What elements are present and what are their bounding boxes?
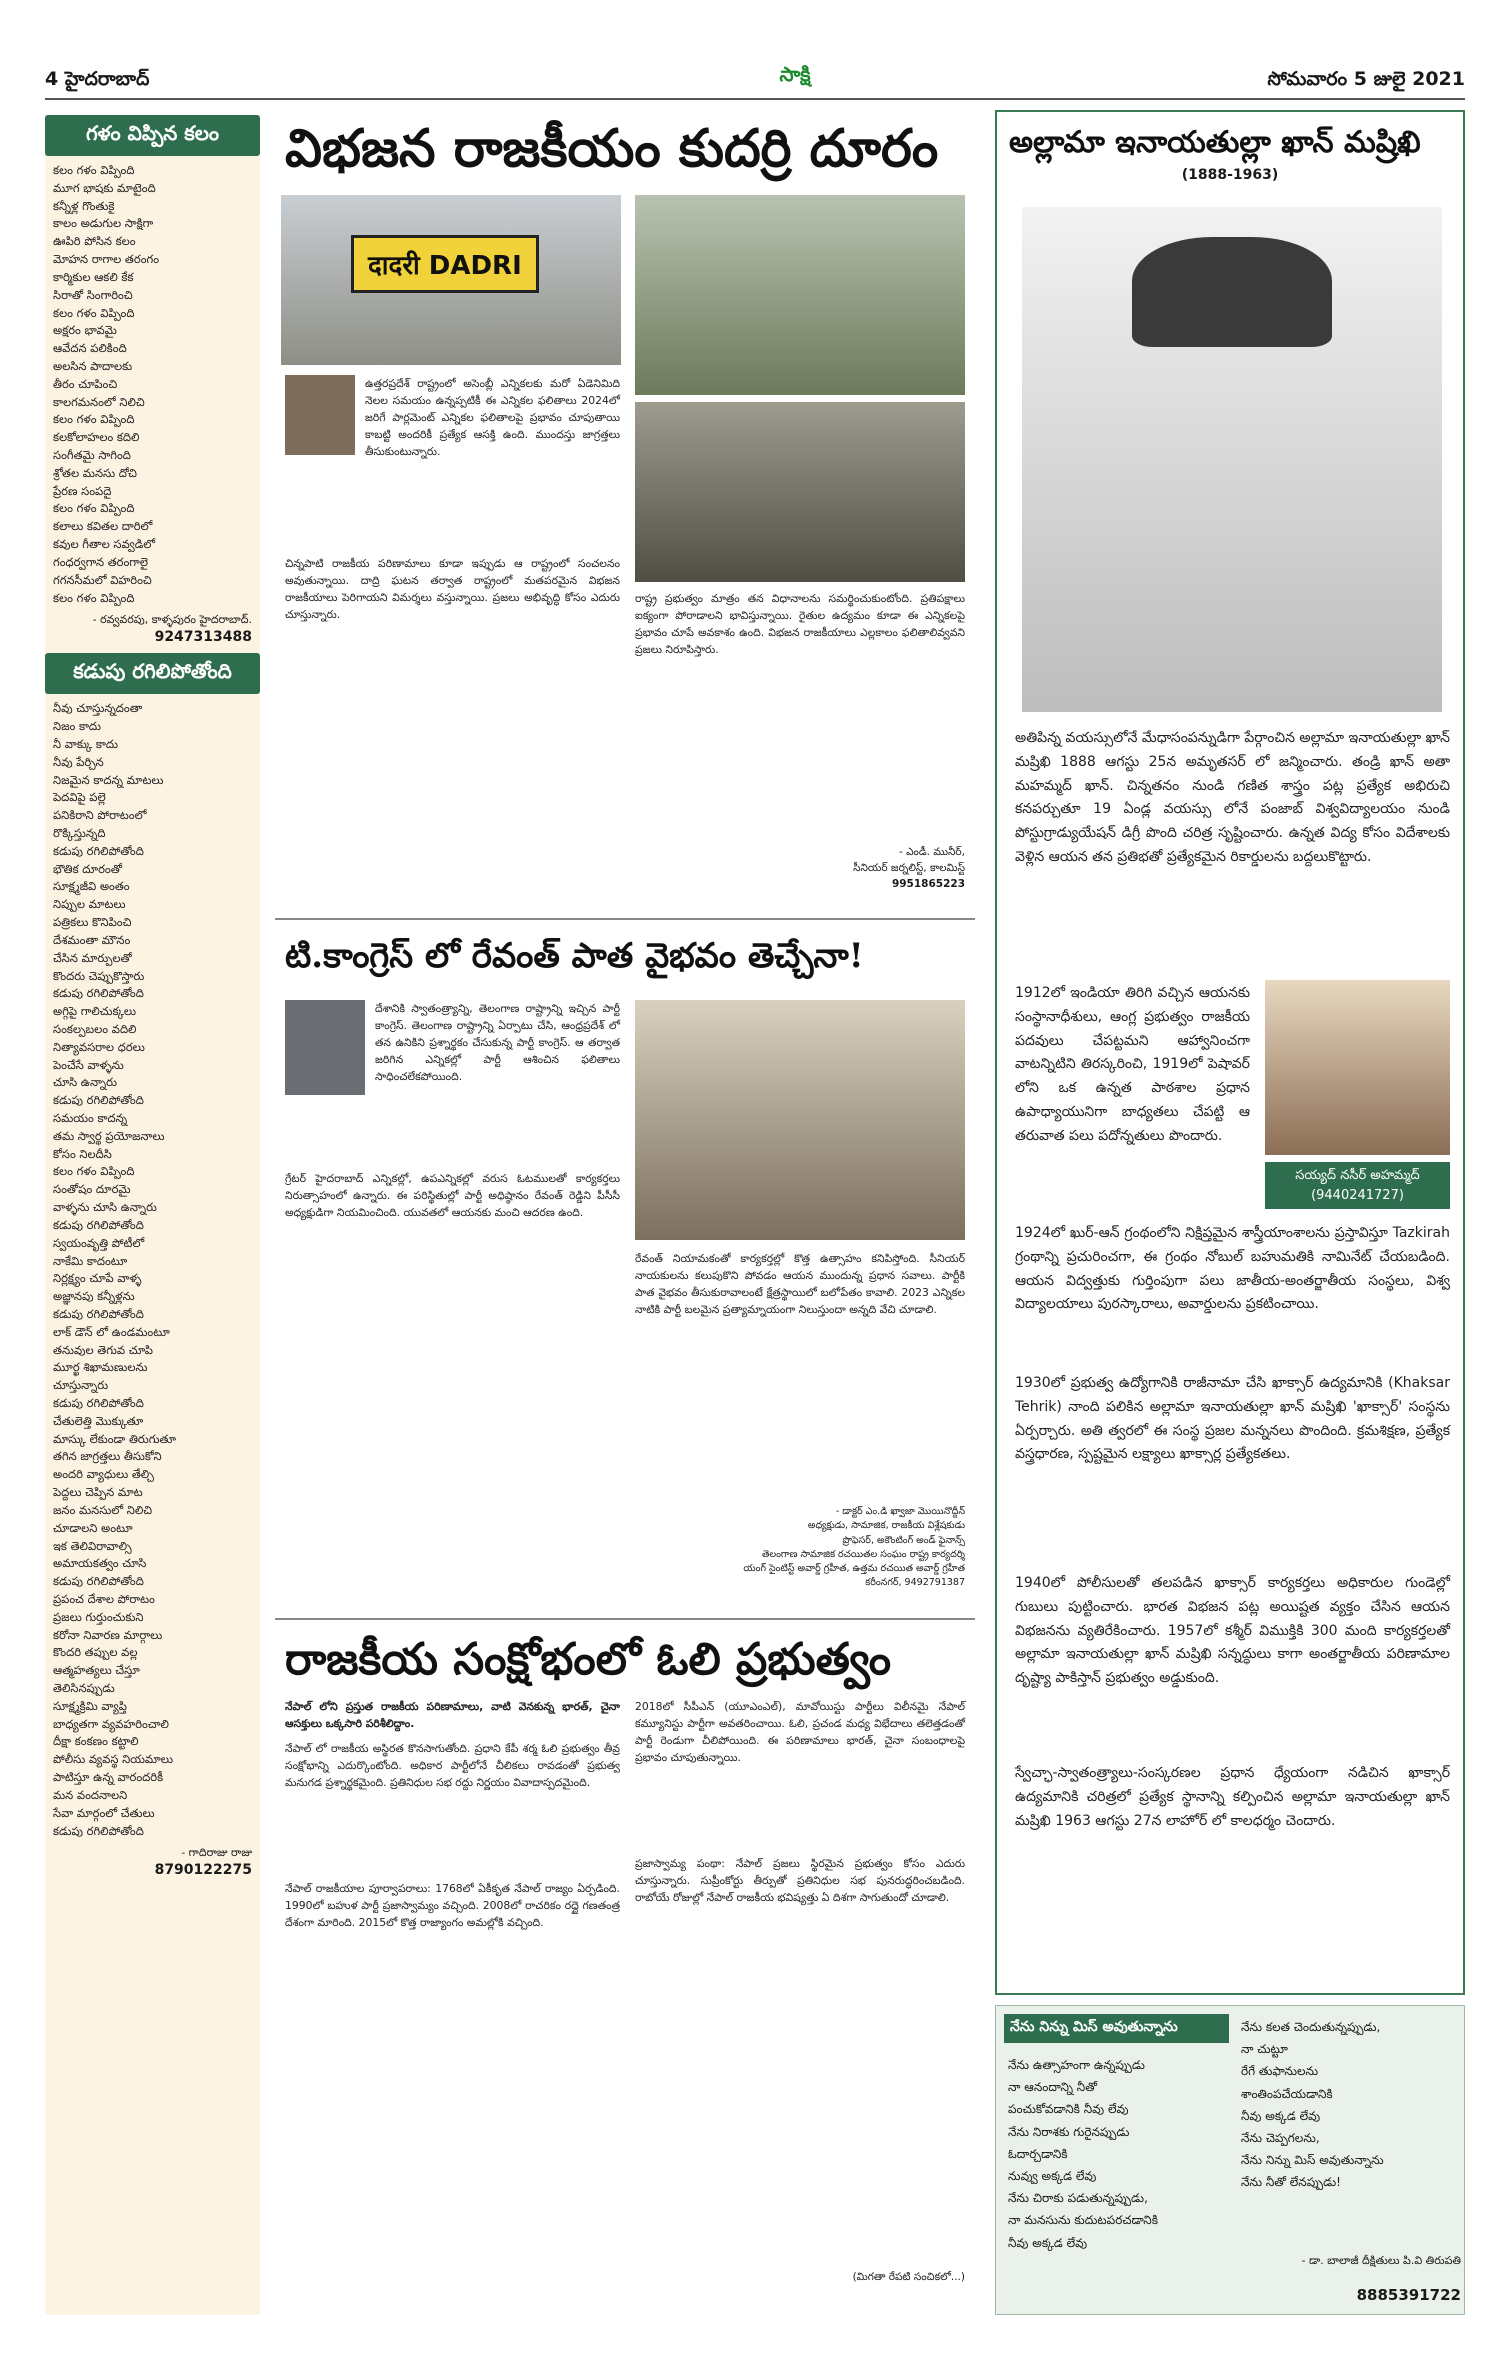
poem2-line: మూర్ఖ శిఖామణులను (53, 1360, 148, 1375)
poem2-line: కడుపు రగిలిపోతోంది (53, 843, 144, 858)
poem2-line: దేశమంతా మౌనం (53, 932, 131, 947)
poem2-author: - గాదిరాజు రాజు (181, 1846, 252, 1860)
poem1-line: కవుల గీతాల సవ్వడిలో (53, 537, 156, 552)
article2-author-line: అధ్యక్షుడు, సామాజిక, రాజకీయ విశ్లేషకుడు (807, 1520, 965, 1532)
poem2-line: కరోనా నివారణ మార్గాలు (53, 1627, 163, 1642)
poem1-heading: గళం విప్పిన కలం (45, 115, 260, 156)
poem2-line: పనికిరాని పోరాటంలో (53, 808, 147, 823)
poem2-line: స్వయంవృత్తి పోటీలో (53, 1235, 145, 1250)
author1-photo (285, 375, 355, 455)
poem1-line: కలాలు కవితల దారిలో (53, 519, 153, 534)
poem2-line: ప్రపంచ దేశాల పోరాటం (53, 1591, 155, 1606)
article2-body-1: దేశానికి స్వాతంత్ర్యాన్ని, తెలంగాణ రాష్ట్రాన్ని ఇచ్చిన పార్టీ కాంగ్రెస్. తెలంగాణ రాష్ట్రాన్ని ఏర్పాటు చేసి, ఆంధ్రప్రదేశ్ లో తన ఉనికిని ప్రశ్నార్థకం చేసుకున్న పార్టీ కాంగ్రెస్. ఆ తర్వాత జరిగిన ఎన్నికల్లో పార్టీ ఆశించిన ఫలితాలు సాధించలేకపోయింది. (375, 1002, 620, 1084)
poem2-line: సంతోషం దూరమై (53, 1182, 131, 1197)
poem3-line: రేగే తుఫానులను (1241, 2064, 1319, 2079)
poem2-line: పెదవిపై పల్లె (53, 790, 106, 805)
poem2-line: కోసం నిలదీసి (53, 1146, 112, 1161)
poem3-line: నా చుట్టూ (1241, 2042, 1288, 2057)
poem2-line: కడుపు రగిలిపోతోంది (53, 1396, 144, 1410)
article4-body-1: అతిపిన్న వయస్సులోనే మేధాసంపన్నుడిగా పేర్గాంచిన అల్లామా ఇనాయతుల్లా ఖాన్ మష్రిఖి 1888 ఆగస్టు 25న అమృతసర్ లో జన్మించారు. తండ్రి ఖాన్ అతా మహమ్మద్ ఖాన్. చిన్నతనం నుండి గణిత శాస్త్రం పట్ల ప్రత్యేక అభిరుచి కనపర్చుతూ 19 ఏండ్ల వయస్సు లోనే పంజాబ్ విశ్వవిద్యాలయం నుండి పోస్టుగ్రాడ్యుయేషన్ డిగ్రీ పొంది చరిత్ర సృష్టించారు. ఉన్నత విద్య కోసం విదేశాలకు వెళ్లిన ఆయన తన ప్రతిభతో ప్రత్యేకమైన రికార్డులను బద్దలుకొట్టారు. (1015, 730, 1450, 865)
poem2-line: కడుపు రగిలిపోతోంది (53, 1823, 144, 1838)
poem2-line: చూడాలని అంటూ (53, 1520, 133, 1535)
poem2-line: నీవు చూస్తున్నదంతా (53, 701, 143, 716)
poem-3 (995, 2005, 1465, 2315)
article3-body-3: 2018లో సీపీఎన్ (యూఎంఎల్), మావోయిస్టు పార్టీలు విలీనమై నేపాల్ కమ్యూనిస్టు పార్టీగా అవతరించాయి. ఓలి, ప్రచండ మధ్య విభేదాలు తలెత్తడంతో పార్టీ రెండుగా చీలిపోయింది. ఈ పరిణామాలు భారత్, చైనా సంబంధాలపై ప్రభావం చూపుతున్నాయి. (635, 1700, 965, 1765)
poem2-line: సమయం కాదన్న (53, 1111, 128, 1125)
poem2-line: తమ స్వార్థ ప్రయోజనాలు (53, 1128, 165, 1143)
article2-author-line: తెలంగాణ సామాజిక రచయితల సంఘం రాష్ట్ర కార్యదర్శి (761, 1548, 965, 1560)
poem2-line: తగిన జాగ్రత్తలు తీసుకోని (53, 1449, 162, 1464)
poem2-line: కొందరి తప్పుల వల్ల (53, 1645, 138, 1660)
poem2-line: తనువుల తెగువ చూపి (53, 1342, 153, 1357)
poem1-line: కాలం అడుగుల సాక్షిగా (53, 216, 154, 231)
article3-lead: నేపాల్ లోని ప్రస్తుత రాజకీయ పరిణామాలు, వాటి వెనకున్న భారత్, చైనా ఆసక్తులు ఒక్కసారి పరిశీలిద్దాం. (285, 1700, 620, 1731)
article2-author-line: యంగ్ సైంటిస్ట్ అవార్డ్ గ్రహీత, ఉత్తమ రచయిత అవార్డ్ గ్రహీత (743, 1563, 965, 1574)
poem2-body (45, 694, 260, 1846)
poem2-line: సూక్ష్మక్రిమి వ్యాప్తి (53, 1698, 127, 1713)
article4-body-2: 1912లో ఇండియా తిరిగి వచ్చిన ఆయనకు సంస్థానాధీశులు, ఆంగ్ల ప్రభుత్వం రాజకీయ పదవులు చేపట్టమని ఆహ్వానించగా వాటన్నిటిని తిరస్కరించి, 1919లో పెషావర్ లోని ఒక ఉన్నత పాఠశాల ప్రధాన ఉపాధ్యాయునిగా బాధ్యతలు చేపట్టి ఆ తరువాత పలు పదోన్నతులు పొందారు. (1015, 985, 1250, 1144)
poem3-line: నేను నీతో లేనప్పుడు! (1241, 2175, 1341, 2190)
article4-years: (1888-1963) (1181, 167, 1279, 183)
poem3-line: నీవు అక్కడ లేవు (1008, 2235, 1088, 2250)
poem2-line: కడుపు రగిలిపోతోంది (53, 1093, 144, 1108)
article-1 (275, 110, 975, 920)
article3-body-4: ప్రజాస్వామ్య పంథా: నేపాల్ ప్రజలు స్థిరమైన ప్రభుత్వం కోసం ఎదురు చూస్తున్నారు. సుప్రీంకోర్టు తీర్పుతో ప్రతినిధుల సభ పునరుద్ధరించబడింది. రాబోయే రోజుల్లో నేపాల్ రాజకీయ భవిష్యత్తు ఏ దిశగా సాగుతుందో చూడాలి. (635, 1857, 965, 1905)
article2-body-3: రేవంత్ నియామకంతో కార్యకర్తల్లో కొత్త ఉత్సాహం కనిపిస్తోంది. సీనియర్ నాయకులను కలుపుకొని పోవడం ఆయన ముందున్న ప్రధాన సవాలు. పార్టీకి పాత వైభవం తీసుకురావాలంటే క్షేత్రస్థాయిలో బలోపేతం కావాలి. 2023 ఎన్నికల నాటికి పార్టీ బలమైన ప్రత్యామ్నాయంగా నిలుస్తుందా అన్నది వేచి చూడాలి. (635, 1252, 965, 1317)
poem2-line: బాధ్యతగా వ్యవహరించాలి (53, 1716, 169, 1731)
poem2-line: కొందరు చెప్పుకొస్తారు (53, 968, 145, 983)
author4-caption (1265, 1162, 1450, 1209)
article4-title: అల్లామా ఇనాయతుల్లా ఖాన్ మష్రిఖి (1009, 125, 1421, 160)
poem3-author: - డా. బాలాజీ దీక్షితులు పి.వి తిరుపతి (1301, 2254, 1461, 2267)
poem2-line: రొక్కిస్తున్నది (53, 826, 106, 840)
poem2-line: చూస్తున్నారు (53, 1378, 109, 1393)
left-column (45, 115, 260, 2315)
article2-author-line: - డాక్టర్ ఎం.డి ఖ్వాజా మొయినొద్దీన్ (835, 1506, 965, 1517)
page-header (45, 62, 1465, 100)
poem1-line: అలసిన పాదాలకు (53, 358, 133, 373)
article1-author-phone: 9951865223 (891, 877, 965, 890)
poem2-line: నిర్లక్ష్యం చూపే వాళ్ళ (53, 1271, 142, 1286)
author4-photo (1265, 980, 1450, 1155)
poem2-phone: 8790122275 (154, 1862, 252, 1879)
article2-body-2: గ్రేటర్ హైదరాబాద్ ఎన్నికల్లో, ఉపఎన్నికల్లో వరుస ఓటములతో కార్యకర్తలు నిరుత్సాహంలో ఉన్నారు. ఈ పరిస్థితుల్లో పార్టీ అధిష్ఠానం రేవంత్ రెడ్డిని పీసీసీ అధ్యక్షుడిగా నియమించింది. యువతలో ఆయనకు మంచి ఆదరణ ఉంది. (285, 1172, 620, 1220)
poem3-line: నేను ఉత్సాహంగా ఉన్నప్పుడు (1008, 2058, 1145, 2072)
dadri-sign: दादरी DADRI (351, 235, 539, 293)
poem1-line: కలం గళం విప్పింది (53, 590, 135, 605)
poem1-line: గగనసీమలో విహరించి (53, 572, 152, 587)
poem1-line: ఆవేదన పలికింది (53, 341, 127, 356)
author4-phone: (9440241727) (1311, 1187, 1404, 1203)
article2-author (545, 1505, 965, 1591)
poem2-line: సేవా మార్గంలో చేతులు (53, 1805, 155, 1820)
poem2-line: కడుపు రగిలిపోతోంది (53, 1306, 144, 1321)
poem1-line: మోహన రాగాల తరంగం (53, 252, 160, 267)
poem2-line: పాటిస్తూ ఉన్న వారందరికీ (53, 1770, 164, 1785)
poem1-line: కలం గళం విప్పింది (53, 501, 135, 516)
poem3-heading: నేను నిన్ను మిస్ అవుతున్నాను (1004, 2014, 1229, 2043)
page-date: సోమవారం 5 జులై 2021 (1267, 68, 1465, 90)
poem1-line: కలకోలాహలం కదిలి (53, 430, 140, 445)
poem2-line: భౌతిక దూరంతో (53, 861, 122, 876)
article-4 (995, 110, 1465, 1995)
poem3-line: నేను నిన్ను మిస్ అవుతున్నాను (1241, 2153, 1384, 2168)
article2-author-line: కరీంనగర్, 9492791387 (865, 1577, 965, 1589)
poem1-line: సంగీతమై సాగింది (53, 448, 131, 462)
mashriqi-portrait (1022, 207, 1442, 712)
article1-author-name: - ఎండీ. మునీర్, (898, 846, 965, 858)
poem1-line: కన్నీళ్ల గొంతుకై (53, 198, 115, 213)
cap-shape (1132, 237, 1332, 347)
poem2-line: వాళ్ళను చూసి ఉన్నారు (53, 1200, 157, 1215)
poem1-body (45, 156, 260, 613)
poem3-right-lines (1241, 2016, 1461, 2194)
poem2-line: పెద్దలు చెప్పిన మాట (53, 1485, 143, 1500)
article4-body-4: 1930లో ప్రభుత్వ ఉద్యోగానికి రాజీనామా చేసి ఖాక్సార్ ఉద్యమానికి (Khaksar Tehrik) నాంది పలికిన అల్లామా ఇనాయతుల్లా ఖాన్ మష్రిఖి 'ఖాక్సార్' సంస్థను ఏర్పర్చారు. అతి త్వరలో ఈ సంస్థ ప్రజల మన్ననలు పొందింది. క్రమశిక్షణ, ప్రత్యేక వస్త్రధారణ, స్పష్టమైన లక్ష్యాలు ఖాక్సార్ల ప్రత్యేకతలు. (1015, 1375, 1450, 1463)
poem2-line: అమాయకత్వం చూసి (53, 1556, 147, 1571)
poem2-line: ఇక తెలివిరావాల్సి (53, 1538, 132, 1553)
poem1-line: ఊపిరి పోసిన కలం (53, 234, 136, 249)
poem2-line: నాకేమి కాదంటూ (53, 1253, 128, 1268)
poem2-line: మన వందనాలని (53, 1787, 128, 1802)
poem1-phone: 9247313488 (154, 629, 252, 646)
poem2-line: అజ్ఞానపు కన్నీళ్లను (53, 1289, 135, 1304)
poem2-line: తెలిసినప్పుడు (53, 1681, 115, 1695)
article1-body-left-2: చిన్నపాటి రాజకీయ పరిణామాలు కూడా ఇప్పుడు ఆ రాష్ట్రంలో సంచలనం అవుతున్నాయి. దాద్రి ఘటన తర్వాత రాష్ట్రంలో మతపరమైన విభజన రాజకీయాలు పెరిగాయని విమర్శలు వస్తున్నాయి. ప్రజలు అభివృద్ధి కోసం ఎదురు చూస్తున్నారు. (285, 557, 620, 622)
poem1-author: - రవ్వవరపు, కాళ్ళపురం హైదరాబాద్. (92, 613, 252, 627)
poem1-line: అక్షరం భావమై (53, 323, 117, 338)
poem3-line: నేను నిరాశకు గురైనప్పుడు (1008, 2124, 1130, 2139)
poem3-line: నా ఆనందాన్ని నీతో (1008, 2080, 1097, 2095)
article2-title: టి.కాంగ్రెస్ లో రేవంత్ పాత వైభవం తెచ్చేనా! (285, 936, 864, 976)
poem1-line: శ్రోతల మనసు దోచి (53, 465, 137, 480)
article1-author (645, 845, 965, 892)
article1-body-left: ఉత్తరప్రదేశ్ రాష్ట్రంలో అసెంబ్లీ ఎన్నికలకు మరో ఏడెనిమిది నెలల సమయం ఉన్నప్పటికీ ఈ ఎన్నికల ఫలితాలు 2024లో జరిగే పార్లమెంట్ ఎన్నికల ఫలితాలపై ప్రభావం చూపుతాయి కాబట్టి అందరికీ ప్రత్యేక ఆసక్తి ఉంది. ముందస్తు జాగ్రత్తలు తీసుకుంటున్నారు. (365, 377, 620, 459)
poem3-line: ఓదార్చడానికి (1008, 2146, 1068, 2161)
poem3-line: నీవు అక్కడ లేవు (1241, 2108, 1321, 2123)
article1-author-role: సీనియర్ జర్నలిస్ట్, కాలమిస్ట్ (853, 861, 965, 874)
article3-title: రాజకీయ సంక్షోభంలో ఓలి ప్రభుత్వం (285, 1634, 892, 1685)
poem3-line: నా మనసును కుదుటపరచడానికి (1008, 2213, 1158, 2228)
poem1-line: మూగ భాషకు మాటైంది (53, 180, 156, 195)
article-2 (275, 930, 975, 1620)
poem1-line: కలం గళం విప్పింది (53, 305, 135, 320)
poem3-left-lines (1008, 2054, 1233, 2254)
poem2-line: నిజమైన కాదన్న మాటలు (53, 772, 164, 787)
poem2-line: జనం మనసులో నిలిచి (53, 1502, 153, 1517)
poem2-line: కడుపు రగిలిపోతోంది (53, 1217, 144, 1232)
article4-body-3: 1924లో ఖుర్-ఆన్ గ్రంథంలోని నిక్షిప్తమైన శాస్త్రీయాంశాలను ప్రస్తావిస్తూ Tazkirah గ్రంథాన్ని ప్రచురించగా, ఈ గ్రంథం నోబుల్ బహుమతికి నామినేట్ చేయబడింది. ఆయన విద్వత్తుకు గుర్తింపుగా పలు జాతీయ-అంతర్జాతీయ సంస్థలు, విశ్వ విద్యాలయాలు పురస్కారాలు, అవార్డులను ప్రకటించాయి. (1015, 1225, 1450, 1313)
poem3-line: పంచుకోవడానికి నీవు లేవు (1008, 2102, 1129, 2117)
poem2-line: చేతులెత్తి మొక్కుతూ (53, 1413, 144, 1428)
poem3-line: నేను కలత చెందుతున్నప్పుడు, (1241, 2020, 1381, 2034)
poem3-line: శాంతింపచేయడానికి (1241, 2086, 1333, 2101)
poem2-line: ప్రజలు గుర్తుంచుకుని (53, 1609, 144, 1624)
author2-photo (285, 1000, 365, 1095)
protest-photo-top (635, 195, 965, 395)
poem1-line: కలం గళం విప్పింది (53, 163, 135, 177)
poem2-heading: కడుపు రగిలిపోతోంది (45, 653, 260, 694)
poem2-line: సంకల్పబలం వదిలి (53, 1021, 137, 1036)
poem1-line: కలం గళం విప్పింది (53, 412, 135, 427)
article1-title: విభజన రాజకీయం కుదర్రి దూరం (285, 118, 939, 179)
poem1-line: తీరం చూపించి (53, 376, 118, 391)
poem1-line: కాలగమనంలో నిలిచి (53, 394, 145, 409)
poem2-line: కడుపు రగిలిపోతోంది (53, 986, 144, 1001)
poem2-line: అందరి వ్యాధులు తేల్చి (53, 1467, 154, 1482)
poem1-line: ప్రేరణ సంపదై (53, 483, 112, 498)
page-label: 4 హైదరాబాద్ (45, 68, 150, 90)
poem2-line: పత్రికలు కొనిపించి (53, 915, 132, 930)
poem2-line: దీక్షా కంకణం కట్టాలి (53, 1734, 139, 1749)
article1-body-right: రాష్ట్ర ప్రభుత్వం మాత్రం తన విధానాలను సమర్థించుకుంటోంది. ప్రతిపక్షాలు ఐక్యంగా పోరాడాలని భావిస్తున్నాయి. రైతుల ఉద్యమం కూడా ఈ ఎన్నికలపై ప్రభావం చూపే అవకాశం ఉంది. విభజన రాజకీయాలు ఎల్లకాలం ఫలితాలివ్వవని ప్రజలు నిరూపిస్తారు. (635, 592, 965, 657)
article3-body-1: నేపాల్ లో రాజకీయ అస్థిరత కొనసాగుతోంది. ప్రధాని కేపీ శర్మ ఓలి ప్రభుత్వం తీవ్ర సంక్షోభాన్ని ఎదుర్కొంటోంది. అధికార పార్టీలోనే చీలికలు రావడంతో ప్రభుత్వ మనుగడ ప్రశ్నార్థకమైంది. ప్రతినిధుల సభ రద్దు నిర్ణయం వివాదాస్పదమైంది. (285, 1742, 620, 1790)
poem2-line: కడుపు రగిలిపోతోంది (53, 1574, 144, 1589)
poem2-line: నిజం కాదు (53, 719, 102, 734)
poem2-line: సూక్ష్మజీవి అంతం (53, 879, 130, 894)
article4-body-5: 1940లో పోలీసులతో తలపడిన ఖాక్సార్ కార్యకర్తలు అధికారుల గుండెల్లో గుబులు పుట్టించారు. భారత విభజన పట్ల అయిష్టత వ్యక్తం చేసిన ఆయన విభజనను వ్యతిరేకించారు. 1957లో కశ్మీర్ విముక్తికి 300 మంది కార్యకర్తలతో అల్లామా ఇనాయతుల్లా ఖాన్ మష్రిఖి సన్నద్ధులు కాగా అంతర్జాతీయ పరిణామాల దృష్ట్యా పాకిస్తాన్ ప్రభుత్వం అడ్డుకుంది. (1015, 1575, 1450, 1687)
poem3-line: నువ్వు అక్కడ లేవు (1008, 2168, 1097, 2183)
article4-body-6: స్వేచ్ఛా-స్వాతంత్ర్యాలు-సంస్కరణల ప్రధాన ధ్యేయంగా నడిచిన ఖాక్సార్ ఉద్యమానికి చరిత్రలో ప్రత్యేక స్థానాన్ని కల్పించిన అల్లామా ఇనాయతుల్లా ఖాన్ మష్రిఖి 1963 ఆగస్టు 27న లాహోర్ లో కాలధర్మం చెందారు. (1015, 1765, 1450, 1829)
poem2-line: పోలీసు వ్యవస్థ నియమాలు (53, 1752, 173, 1767)
poem2-line: నిత్యావసరాల ధరలు (53, 1039, 145, 1054)
dadri-station-photo (281, 195, 621, 365)
poem1-line: కార్మికుల ఆకలి కేక (53, 269, 134, 284)
poem2-line: పెంచేసే వాళ్ళను (53, 1057, 124, 1072)
article-3 (275, 1630, 975, 2320)
article2-author-line: ప్రొఫెసర్, అకౌంటింగ్ అండ్ ఫైనాన్స్ (842, 1534, 965, 1546)
article3-body-2: నేపాల్ రాజకీయాల పూర్వాపరాలు: 1768లో ఏకీకృత నేపాల్ రాజ్యం ఏర్పడింది. 1990లో బహుళ పార్టీ ప్రజాస్వామ్యం వచ్చింది. 2008లో రాచరికం రద్దై గణతంత్ర దేశంగా మారింది. 2015లో కొత్త రాజ్యాంగం అమల్లోకి వచ్చింది. (285, 1882, 620, 1930)
poem2-line: చేసిన మార్పులతో (53, 950, 132, 965)
poem2-line: ఆత్మహత్యలు చేస్తూ (53, 1663, 140, 1678)
poem2-line: మాస్కు లేకుండా తిరుగుతూ (53, 1431, 177, 1446)
poem2-line: లాక్ డౌన్ లో ఉండమంటూ (53, 1324, 170, 1339)
article3-continuation: (మిగతా రేపటి సంచికలో...) (852, 2271, 965, 2283)
masthead-logo: సాక్షి (779, 62, 811, 86)
poem3-line: నేను చిరాకు పడుతున్నప్పుడు, (1008, 2191, 1148, 2206)
poem2-line: నిప్పుల మాటలు (53, 897, 126, 912)
poem1-line: గంధర్వగాన తరంగాలై (53, 554, 149, 569)
poem2-line: నీ వాక్కు కాదు (53, 736, 118, 751)
poem2-line: అగ్గిపై గాలిచుక్కలు (53, 1004, 136, 1019)
author4-name: సయ్యద్ నసీర్ అహమ్మద్ (1295, 1168, 1420, 1183)
crowd-photo (635, 402, 965, 582)
poem3-line: నేను చెప్పగలను, (1241, 2130, 1320, 2145)
poem2-line: నీవు పేర్చిన (53, 754, 104, 769)
revanth-photo (635, 1000, 965, 1240)
poem3-phone: 8885391722 (1356, 2286, 1461, 2304)
poem2-line: చూసి ఉన్నారు (53, 1075, 117, 1090)
poem2-line: కలం గళం విప్పింది (53, 1164, 135, 1179)
poem1-line: సిరాతో సింగారించి (53, 287, 133, 302)
